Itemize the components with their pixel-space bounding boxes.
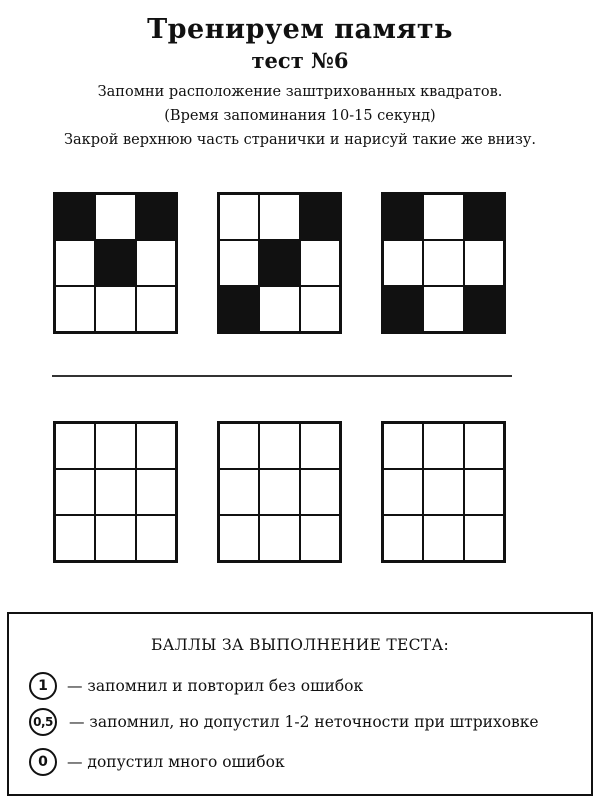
- answer-cell[interactable]: [383, 423, 423, 469]
- answer-cell[interactable]: [423, 423, 463, 469]
- answer-cell[interactable]: [95, 469, 135, 515]
- answer-cell[interactable]: [55, 515, 95, 561]
- instruction-line-3: Закрой верхнюю часть странички и нарисуй такие же внизу.: [63, 132, 537, 148]
- shaded-cell: [55, 194, 95, 240]
- scoring-box: [7, 612, 593, 796]
- shaded-cell: [464, 286, 504, 332]
- empty-cell: [136, 286, 176, 332]
- answer-cell[interactable]: [423, 515, 463, 561]
- answer-cell[interactable]: [259, 423, 299, 469]
- shaded-cell: [259, 240, 299, 286]
- score-description: — запомнил и повторил без ошибок: [67, 677, 364, 695]
- scoring-title: БАЛЛЫ ЗА ВЫПОЛНЕНИЕ ТЕСТА:: [150, 636, 450, 654]
- instruction-line-2: (Время запоминания 10-15 секунд): [164, 108, 436, 124]
- test-number: тест №6: [251, 48, 349, 73]
- empty-cell: [55, 286, 95, 332]
- shaded-cell: [464, 194, 504, 240]
- answer-cell[interactable]: [136, 423, 176, 469]
- answer-cell[interactable]: [136, 515, 176, 561]
- answer-cell[interactable]: [219, 423, 259, 469]
- answer-grid-2[interactable]: [217, 421, 342, 563]
- answer-grid-1[interactable]: [53, 421, 178, 563]
- answer-cell[interactable]: [95, 423, 135, 469]
- score-description: — допустил много ошибок: [67, 753, 285, 771]
- empty-cell: [300, 240, 340, 286]
- answer-cell[interactable]: [95, 515, 135, 561]
- answer-grid-3[interactable]: [381, 421, 506, 563]
- answer-cell[interactable]: [464, 469, 504, 515]
- answer-cell[interactable]: [300, 515, 340, 561]
- answer-cell[interactable]: [300, 423, 340, 469]
- empty-cell: [259, 194, 299, 240]
- page-title: Тренируем память: [147, 14, 453, 45]
- shaded-cell: [95, 240, 135, 286]
- answer-cell[interactable]: [464, 423, 504, 469]
- empty-cell: [55, 240, 95, 286]
- answer-cell[interactable]: [55, 469, 95, 515]
- divider-line: [52, 375, 512, 377]
- answer-cell[interactable]: [55, 423, 95, 469]
- empty-cell: [300, 286, 340, 332]
- answer-cell[interactable]: [219, 515, 259, 561]
- empty-cell: [219, 240, 259, 286]
- answer-cell[interactable]: [464, 515, 504, 561]
- empty-cell: [423, 240, 463, 286]
- empty-cell: [464, 240, 504, 286]
- score-description: — запомнил, но допустил 1-2 неточности при штриховке: [69, 713, 539, 731]
- shaded-cell: [383, 194, 423, 240]
- answer-cell[interactable]: [136, 469, 176, 515]
- pattern-grid-1: [53, 192, 178, 334]
- shaded-cell: [219, 286, 259, 332]
- answer-cell[interactable]: [423, 469, 463, 515]
- shaded-cell: [383, 286, 423, 332]
- empty-cell: [423, 194, 463, 240]
- empty-cell: [259, 286, 299, 332]
- shaded-cell: [300, 194, 340, 240]
- pattern-grid-2: [217, 192, 342, 334]
- empty-cell: [383, 240, 423, 286]
- empty-cell: [136, 240, 176, 286]
- answer-cell[interactable]: [300, 469, 340, 515]
- answer-cell[interactable]: [383, 469, 423, 515]
- empty-cell: [95, 194, 135, 240]
- score-badge: 0: [29, 748, 57, 776]
- answer-cell[interactable]: [259, 515, 299, 561]
- answer-cell[interactable]: [383, 515, 423, 561]
- answer-cell[interactable]: [259, 469, 299, 515]
- score-row-3: [29, 748, 285, 776]
- score-badge: 0,5: [29, 708, 57, 736]
- score-row-2: [29, 708, 539, 736]
- empty-cell: [423, 286, 463, 332]
- shaded-cell: [136, 194, 176, 240]
- instruction-line-1: Запомни расположение заштрихованных квадратов.: [97, 84, 503, 100]
- empty-cell: [219, 194, 259, 240]
- score-row-1: [29, 672, 363, 700]
- pattern-grid-3: [381, 192, 506, 334]
- answer-cell[interactable]: [219, 469, 259, 515]
- empty-cell: [95, 286, 135, 332]
- score-badge: 1: [29, 672, 57, 700]
